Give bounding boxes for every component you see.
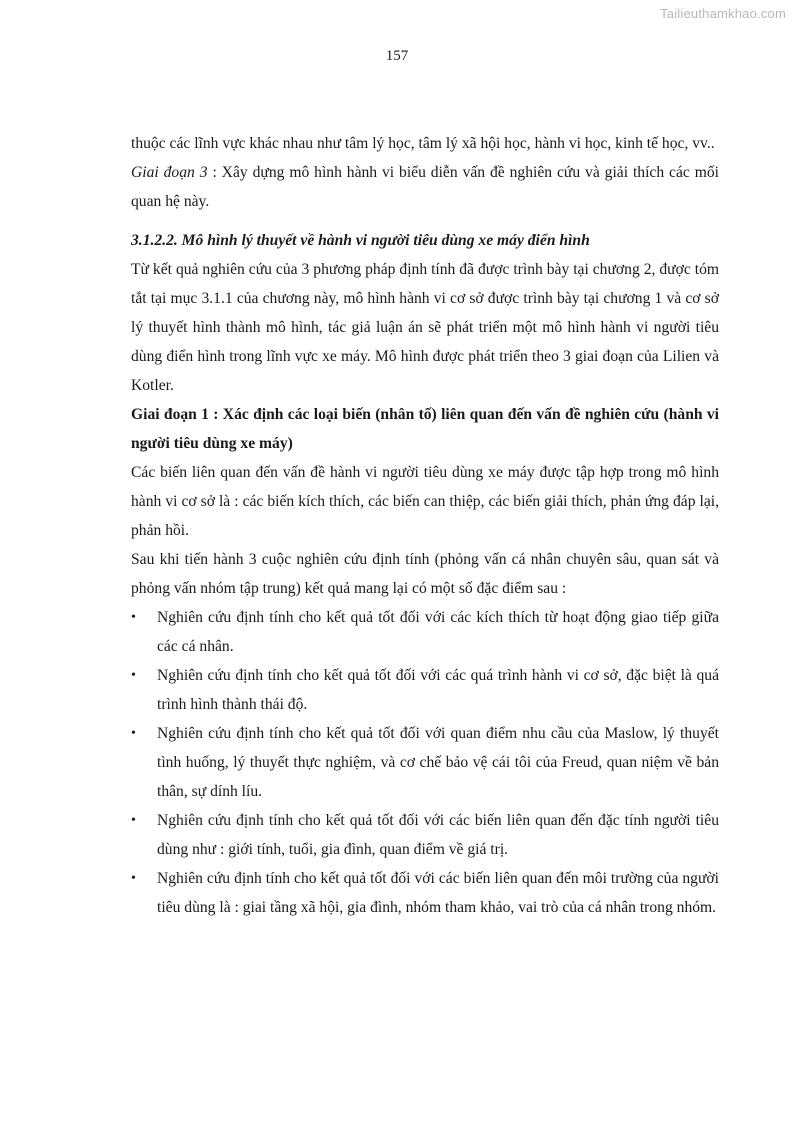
- bullet-icon: •: [131, 726, 136, 741]
- list-item-text: Nghiên cứu định tính cho kết quả tốt đối với quan điểm nhu cầu của Maslow, lý thuyết tình huống, lý thuyết thực nghiệm, và cơ chế bảo vệ cái tôi của Freud, quan niệm về bản thân, sự dính líu.: [157, 725, 719, 800]
- list-item: [131, 864, 719, 922]
- bullet-icon: •: [131, 668, 136, 683]
- list-item-text: Nghiên cứu định tính cho kết quả tốt đối với các biến liên quan đến môi trường của người tiêu dùng là : giai tầng xã hội, gia đình, nhóm tham khảo, vai trò của cá nhân trong nhóm.: [157, 870, 719, 916]
- stage3-text: : Xây dựng mô hình hành vi biểu diễn vấn đề nghiên cứu và giải thích các mối quan hệ này.: [131, 164, 719, 210]
- stage1-heading: Giai đoạn 1 : Xác định các loại biến (nhân tố) liên quan đến vấn đề nghiên cứu (hành vi người tiêu dùng xe máy): [131, 406, 719, 452]
- page-number: 157: [385, 48, 409, 64]
- document-body: [131, 129, 719, 922]
- list-item: [131, 719, 719, 806]
- research-intro-paragraph: Sau khi tiến hành 3 cuộc nghiên cứu định tính (phỏng vấn cá nhân chuyên sâu, quan sát và phỏng vấn nhóm tập trung) kết quả mang lại có một số đặc điểm sau :: [131, 551, 719, 597]
- list-item-text: Nghiên cứu định tính cho kết quả tốt đối với các biến liên quan đến đặc tính người tiêu dùng như : giới tính, tuổi, gia đình, quan điểm về giá trị.: [157, 812, 719, 858]
- intro-paragraph: thuộc các lĩnh vực khác nhau như tâm lý học, tâm lý xã hội học, hành vi học, kinh tế học, vv..: [131, 135, 715, 152]
- bullet-icon: •: [131, 871, 136, 886]
- list-item: [131, 603, 719, 661]
- list-item-text: Nghiên cứu định tính cho kết quả tốt đối với các quá trình hành vi cơ sở, đặc biệt là quá trình hình thành thái độ.: [157, 667, 719, 713]
- stage3-paragraph: [131, 158, 719, 216]
- list-item: [131, 661, 719, 719]
- bullet-icon: •: [131, 610, 136, 625]
- watermark: Tailieuthamkhao.com: [660, 6, 786, 21]
- list-item-text: Nghiên cứu định tính cho kết quả tốt đối với các kích thích từ hoạt động giao tiếp giữa các cá nhân.: [157, 609, 719, 655]
- variables-paragraph: Các biến liên quan đến vấn đề hành vi người tiêu dùng xe máy được tập hợp trong mô hình hành vi cơ sở là : các biến kích thích, các biến can thiệp, các biến giải thích, phản ứng đáp lại, phản hồi.: [131, 464, 719, 539]
- section-heading: 3.1.2.2. Mô hình lý thuyết về hành vi người tiêu dùng xe máy điển hình: [131, 232, 590, 249]
- stage3-label: Giai đoạn 3: [131, 164, 208, 181]
- list-item: [131, 806, 719, 864]
- bullet-icon: •: [131, 813, 136, 828]
- findings-list: [131, 603, 719, 922]
- section-body: Từ kết quả nghiên cứu của 3 phương pháp định tính đã được trình bày tại chương 2, được tóm tắt tại mục 3.1.1 của chương này, mô hình hành vi cơ sở được trình bày tại chương 1 và cơ sở lý thuyết hình thành mô hình, tác giả luận án sẽ phát triển một mô hình hành vi người tiêu dùng điển hình trong lĩnh vực xe máy. Mô hình được phát triển theo 3 giai đoạn của Lilien và Kotler.: [131, 261, 719, 394]
